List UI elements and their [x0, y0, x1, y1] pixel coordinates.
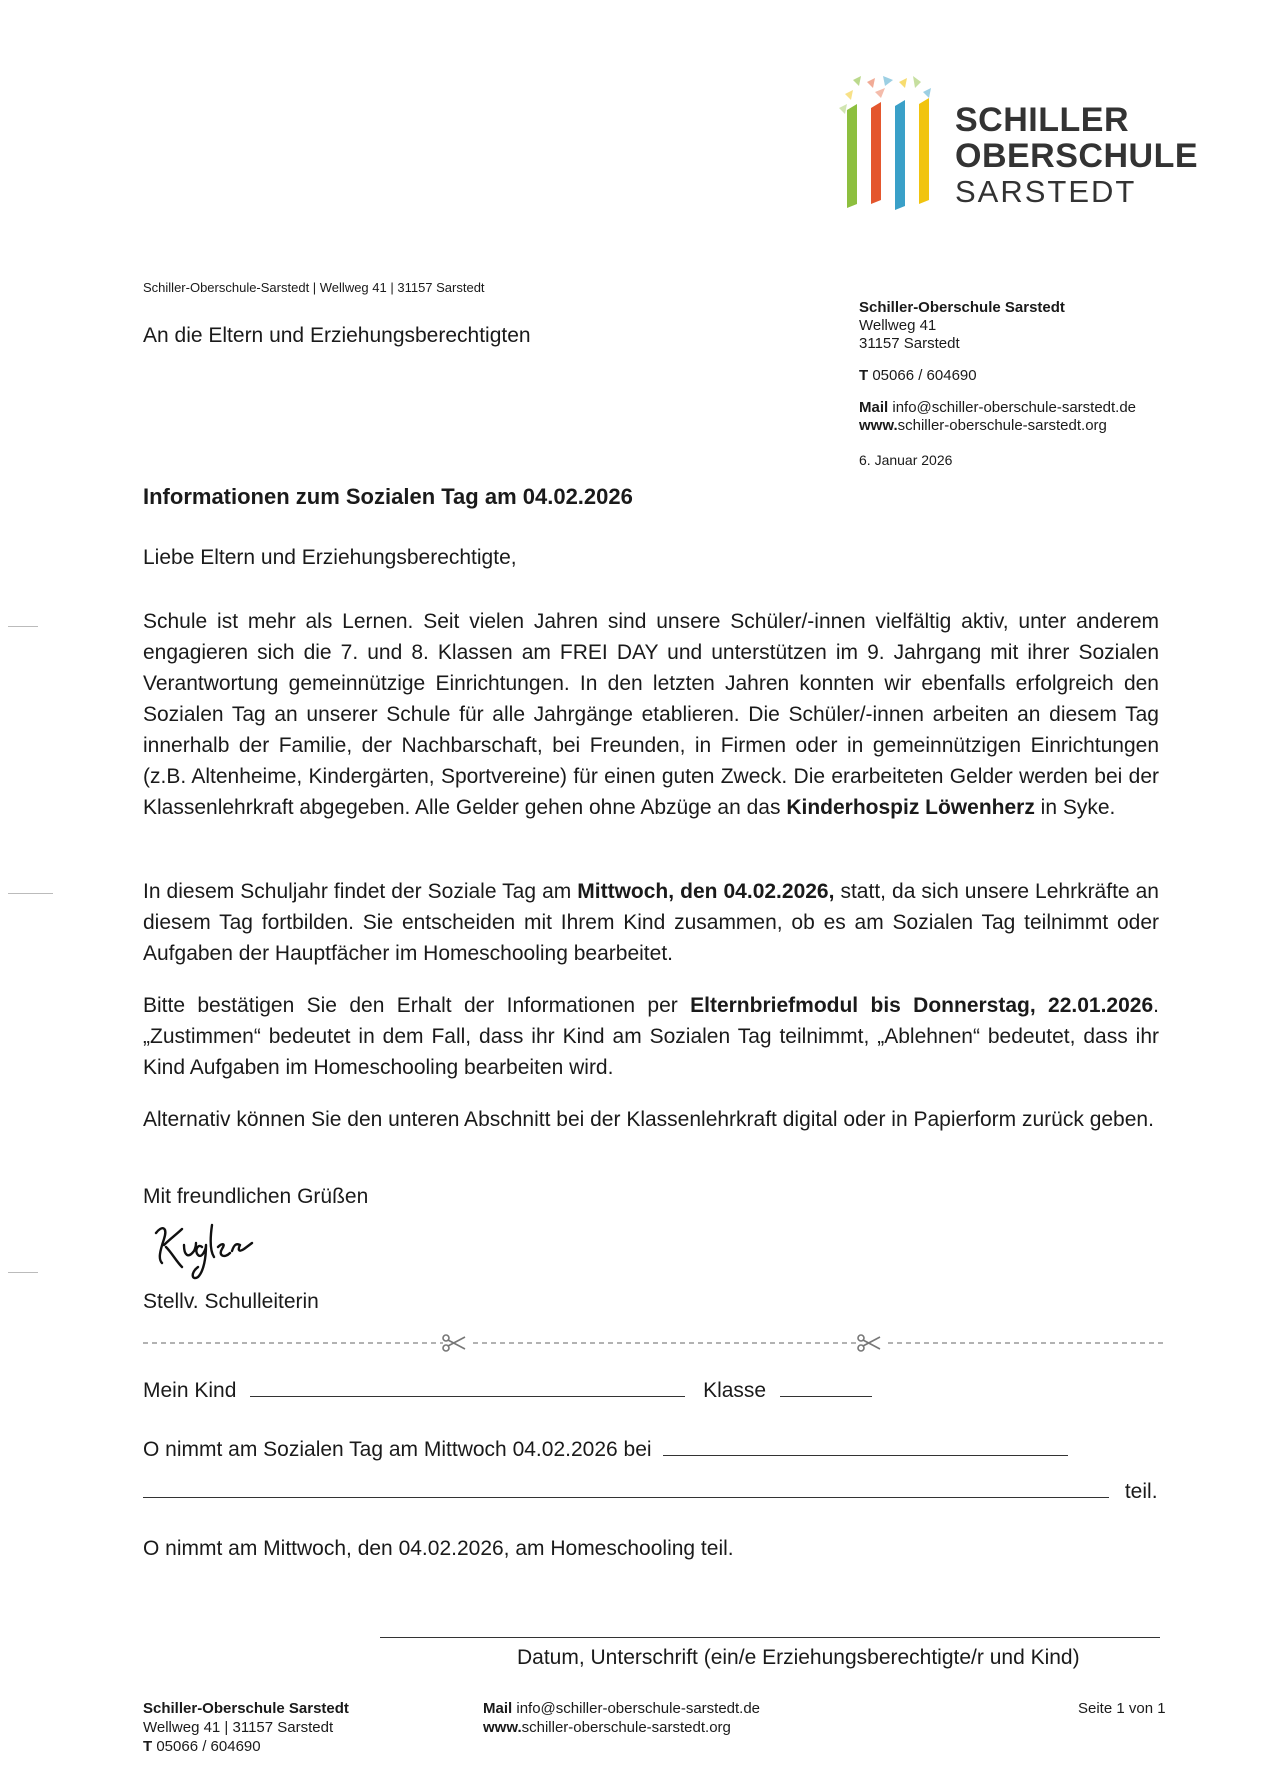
paragraph-3-text: Bitte bestätigen Sie den Erhalt der Informationen per	[143, 994, 691, 1017]
option-social-day-end: teil.	[1124, 1480, 1158, 1503]
signature-caption: Datum, Unterschrift (ein/e Erziehungsberechtigte/r und Kind)	[517, 1646, 1080, 1669]
school-logo-icon	[835, 74, 945, 212]
web-link[interactable]: schiller-oberschule-sarstedt.org	[897, 417, 1107, 434]
child-label: Mein Kind	[143, 1379, 237, 1402]
footer-name: Schiller-Oberschule Sarstedt	[143, 1700, 349, 1717]
footer-mail-label: Mail	[483, 1700, 513, 1717]
contact-city: 31157 Sarstedt	[859, 335, 960, 352]
footer-mail-link[interactable]: info@schiller-oberschule-sarstedt.de	[516, 1700, 761, 1717]
class-field[interactable]	[780, 1378, 872, 1397]
footer-web-label: www.	[483, 1719, 522, 1736]
signature-image	[148, 1215, 268, 1281]
mail-label: Mail	[859, 399, 889, 416]
footer-mail	[483, 1699, 760, 1718]
cut-line	[143, 1333, 1165, 1353]
scissors-icon	[858, 1335, 880, 1351]
option-social-day-cont	[143, 1479, 1158, 1504]
paragraph-1-text: Schule ist mehr als Lernen. Seit vielen Jahren sind unsere Schüler/-innen vielfältig aktiv, unter anderem engagieren sich die 7. und 8. Klassen am FREI DAY und unterstützen im 9. Jahrgang mit ihrer Sozialen Verantwortung gemeinnützige Einrichtungen. In den letzten Jahren konnten wir ebenfalls erfolgreich den Sozialen Tag an unserer Schule für alle Jahrgänge etablieren. Die Schüler/-innen arbeiten an diesem Tag innerhalb der Familie, der Nachbarschaft, bei Freunden, in Firmen oder in gemeinnützigen Einrichtungen (z.B. Altenheime, Kindergärten, Sportvereine) für einen guten Zweck. Die erarbeiteten Gelder werden bei der Klassenlehrkraft abgegeben. Alle Gelder gehen ohne Abzüge an das	[143, 610, 1159, 819]
paragraph-3	[143, 990, 1159, 1083]
contact-street: Wellweg 41	[859, 317, 937, 334]
paragraph-3-end: . „Zustimmen“ bedeutet in dem Fall, dass ihr Kind am Sozialen Tag teilnimmt, „Ablehnen“ bedeutet, dass ihr Kind Aufgaben im Homeschooling bearbeiten wird.	[143, 994, 1159, 1079]
child-row	[143, 1378, 872, 1403]
contact-phone	[859, 367, 977, 385]
logo-text-line2: OBERSCHULE	[955, 137, 1199, 175]
page-number: Seite 1 von 1	[1078, 1700, 1166, 1717]
child-name-field[interactable]	[250, 1378, 685, 1397]
footer-web-link[interactable]: schiller-oberschule-sarstedt.org	[521, 1719, 731, 1736]
salutation: Liebe Eltern und Erziehungsberechtigte,	[143, 546, 517, 569]
paragraph-2-text: In diesem Schuljahr findet der Soziale Tag am	[143, 880, 578, 903]
logo-text-line3: SARSTEDT	[955, 174, 1137, 209]
footer-phone	[143, 1737, 349, 1756]
host-field[interactable]	[663, 1437, 1068, 1456]
footer-street: Wellweg 41 | 31157 Sarstedt	[143, 1719, 334, 1736]
footer-address	[143, 1699, 349, 1756]
footer-phone-label: T	[143, 1738, 153, 1755]
signature-line[interactable]	[380, 1637, 1160, 1638]
contact-mail	[859, 399, 1136, 417]
phone-value: 05066 / 604690	[872, 367, 977, 384]
paragraph-2-end: statt, da sich unsere Lehrkräfte an diesem Tag fortbilden. Sie entscheiden mit Ihrem Kind zusammen, ob es am Sozialen Tag teilnimmt oder Aufgaben der Hauptfächer im Homeschooling bearbeitet.	[143, 880, 1159, 965]
contact-name: Schiller-Oberschule Sarstedt	[859, 299, 1065, 316]
fold-mark-top	[8, 626, 38, 627]
paragraph-1-end: in Syke.	[1034, 796, 1116, 819]
mail-link[interactable]: info@schiller-oberschule-sarstedt.de	[892, 399, 1137, 416]
logo-text-line1: SCHILLER	[955, 101, 1129, 139]
paragraph-4: Alternativ können Sie den unteren Abschnitt bei der Klassenlehrkraft digital oder in Papierform zurück geben.	[143, 1108, 1154, 1131]
web-label: www.	[859, 417, 898, 434]
footer-contact	[483, 1699, 760, 1737]
host-field-2[interactable]	[143, 1479, 1109, 1498]
punch-mark	[8, 893, 53, 894]
charity-name: Kinderhospiz Löwenherz	[786, 796, 1035, 819]
closing: Mit freundlichen Grüßen	[143, 1185, 369, 1208]
sender-address-line: Schiller-Oberschule-Sarstedt | Wellweg 41 | 31157 Sarstedt	[143, 280, 485, 295]
fold-mark-bottom	[8, 1272, 38, 1273]
recipient: An die Eltern und Erziehungsberechtigten	[143, 324, 531, 347]
contact-web	[859, 417, 1107, 435]
footer-web	[483, 1718, 760, 1737]
phone-label: T	[859, 367, 869, 384]
paragraph-1	[143, 606, 1159, 823]
option-social-day[interactable]	[143, 1437, 1068, 1462]
letter-date: 6. Januar 2026	[859, 452, 953, 468]
footer-phone-value: 05066 / 604690	[156, 1738, 261, 1755]
letter-subject: Informationen zum Sozialen Tag am 04.02.2026	[143, 484, 633, 509]
event-date: Mittwoch, den 04.02.2026,	[577, 880, 835, 903]
option-social-day-label: O nimmt am Sozialen Tag am Mittwoch 04.02.2026 bei	[143, 1438, 652, 1461]
class-label: Klasse	[703, 1379, 767, 1402]
option-homeschooling[interactable]: O nimmt am Mittwoch, den 04.02.2026, am Homeschooling teil.	[143, 1537, 734, 1560]
scissors-icon	[443, 1335, 465, 1351]
paragraph-2	[143, 876, 1159, 969]
signer-role: Stellv. Schulleiterin	[143, 1290, 319, 1313]
deadline: Elternbriefmodul bis Donnerstag, 22.01.2026	[690, 994, 1154, 1017]
